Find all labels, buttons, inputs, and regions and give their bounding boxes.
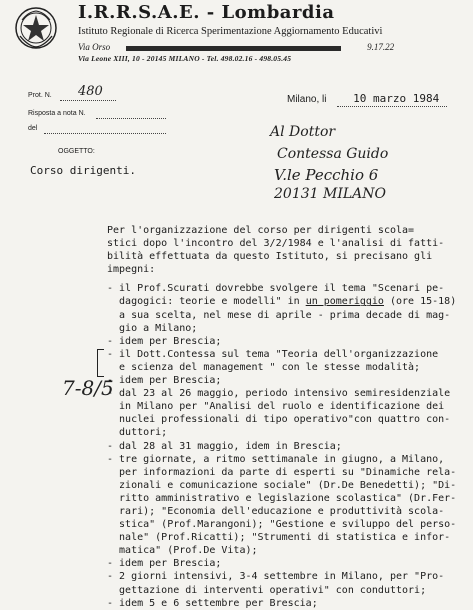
body-underlined-phrase: un pomeriggio <box>305 296 384 308</box>
date-value: 10 marzo 1984 <box>353 92 440 105</box>
date-dotted-line <box>337 106 447 107</box>
new-address-stamp: Via Leone XIII, 10 - 20145 MILANO - Tel. 498.02.16 - 498.05.45 <box>78 54 292 63</box>
date-prefix: Milano, li <box>287 94 327 105</box>
recipient-city: 20131 MILANO <box>274 186 386 202</box>
prot-label: Prot. N. <box>28 92 52 99</box>
body-intro: Per l'organizzazione del corso per dirigenti scola= stici dopo l'incontro del 3/2/1984 e l'analisi di fatti- bilità effettuata da questo Istituto, si precisano gli impegni: <box>107 225 445 276</box>
subject-label: OGGETTO: <box>58 148 95 155</box>
margin-bracket <box>97 349 104 377</box>
address-strikeout <box>126 46 341 51</box>
recipient-street: V.le Pecchio 6 <box>274 166 379 184</box>
body-item-list: - idem per Brescia; - il Dott.Contessa sul tema "Teoria dell'organizzazione e scienza del management " con le stesse modalità; - idem per Brescia; - dal 23 al 26 maggio, periodo intensivo semiresidenziale in Milano per "Analisi del ruolo e identificazione dei nuclei professionali di tipo operativo"con quattro con- duttori; - dal 28 al 31 maggio, idem in Brescia; - tre giornate, a ritmo settimanale in giugno, a Milano, per informazioni da parte di esperti su "Dinamiche rela- zionali e comunicazione sociale" (Dr.De Benedetti); "Di- ritto amministrativo e legislazione scolastica" (Dr.Fer- rari); "Economia dell'educazione e produttività scola- stica" (Prof.Marangoni); "Gestione e sviluppo del perso- nale" (Prof.Ricatti); "Strumenti di statistica e infor- matica" (Prof.De Vita); - idem per Brescia; - 2 giorni intensivi, 3-4 settembre in Milano, per "Pro- gettazione di interventi operativi" con conduttori; - idem 5 e 6 settembre per Brescia; <box>107 335 457 609</box>
letter-body <box>107 224 467 610</box>
body-item-scurati: - il Prof.Scurati dovrebbe svolgere il tema "Scenari pe- dagogici: teorie e modelli" in <box>107 283 445 308</box>
organization-name: I.R.R.S.A.E. - Lombardia <box>78 2 335 23</box>
recipient-title: Al Dottor <box>270 124 336 140</box>
date-line <box>287 92 439 105</box>
risposta-dotted-line <box>96 118 166 119</box>
recipient-name: Contessa Guido <box>277 146 389 162</box>
republic-emblem-icon <box>14 6 58 50</box>
subject-text: Corso dirigenti. <box>30 164 136 177</box>
organization-subtitle: Istituto Regionale di Ricerca Sperimentazione Aggiornamento Educativi <box>78 26 383 37</box>
del-label: del <box>28 125 38 132</box>
body-item-scurati-cont: (ore 15-18) a sua scelta, nel mese di aprile - prima decade di mag- gio a Milano; <box>119 296 457 334</box>
old-address-prefix: Via Orso <box>78 42 111 52</box>
risposta-label: Risposta a nota N. <box>28 110 86 117</box>
prot-dotted-line <box>60 100 116 101</box>
del-dotted-line <box>44 133 166 134</box>
margin-note: 7-8/5 <box>62 376 114 400</box>
old-address-suffix: 9.17.22 <box>367 42 395 52</box>
prot-number: 480 <box>78 84 103 99</box>
